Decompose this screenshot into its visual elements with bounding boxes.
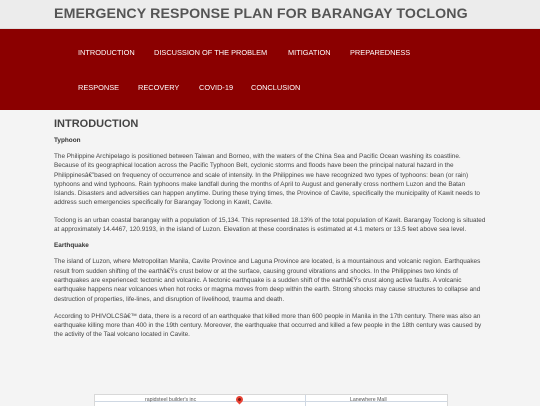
embedded-map[interactable] [94,394,448,406]
map-label-mall: Lanewhere Mall [350,397,387,403]
nav-item-recovery[interactable]: RECOVERY [138,83,180,92]
nav-item-conclusion[interactable]: CONCLUSION [251,83,301,92]
typhoon-paragraph-1: The Philippine Archipelago is positioned between Taiwan and Borneo, with the waters of the China Sea and Pacific Ocean washing its coastline. Because of its geographical location across the Pacific Typhoon Belt, cyclonic storms and floods have been the principal natural hazard in the Philippinesâ€”based on frequency of occurrence and scale of intensity. In the Philippines we have recognized two types of typhoons: bean (or rain) typhoons and wind typhoons. Rain typhoons make landfall during the months of April to August and generally cross northern Luzon and the Batan Islands. Disasters and adversities can happen anytime. During these trying times, the Province of Cavite, specifically the municipality of Kawit needs to address such emergencies specifically for Barangay Toclong in Kawit, Cavite. [54,153,480,207]
earthquake-paragraph-2: According to PHIVOLCSâ€™ data, there is a record of an earthquake that killed more than 600 people in Manila in the 17th century. There was also an earthquake killing more than 400 in the 19th century. Moreover, the earthquake that occurred and killed a few people in the 18th century was caused by the activity of the Taal volcano located in Cavite. [54,312,482,339]
nav-item-mitigation[interactable]: MITIGATION [288,48,331,57]
nav-item-discussion[interactable]: DISCUSSION OF THE PROBLEM [154,48,268,57]
earthquake-heading: Earthquake [54,242,89,250]
nav-item-response[interactable]: RESPONSE [78,83,120,92]
nav-item-introduction[interactable]: INTRODUCTION [78,48,135,57]
typhoon-heading: Typhoon [54,137,81,144]
typhoon-paragraph-2: Toclong is an urban coastal barangay with a population of 15,134. This represented 18.13% of the total population of Kawit. Barangay Toclong is situated at approximately 14.4467, 120.9193, in the island of Luzon. Elevation at these coordinates is estimated at 4.1 meters or 13.5 feet above sea level. [54,216,486,234]
nav-item-covid-19[interactable]: COVID-19 [199,83,234,92]
section-title: INTRODUCTION [54,118,139,130]
main-nav [0,29,540,110]
site-title[interactable]: EMERGENCY RESPONSE PLAN FOR BARANGAY TOCLONG [54,6,468,22]
main-content [54,118,486,348]
nav-item-preparedness[interactable]: PREPAREDNESS [350,48,411,57]
map-pin-icon[interactable] [235,395,245,405]
earthquake-paragraph-1: The island of Luzon, where Metropolitan Manila, Cavite Province and Laguna Province are located, is a mountainous and volcanic region. Earthquakes result from sudden shifting of the earthâ€Ÿs crust below or at the surface, causing ground vibrations and shocks. In the Philippines two kinds of earthquakes are experienced: tectonic and volcanic. A tectonic earthquake is a sudden shift of the earthâ€Ÿs crust along active faults. A volcanic earthquake happens near volcanoes when hot rocks or magma moves from deep within the earth. Strong shocks may cause structures to collapse and destruction of properties, life-lines, and disruption of livelihood, trauma and death. [54,258,481,303]
map-road [305,395,306,406]
map-label-builder: rapidsteel builder's inc [145,397,197,403]
map-pin-dot [237,397,241,401]
site-header [0,0,540,29]
